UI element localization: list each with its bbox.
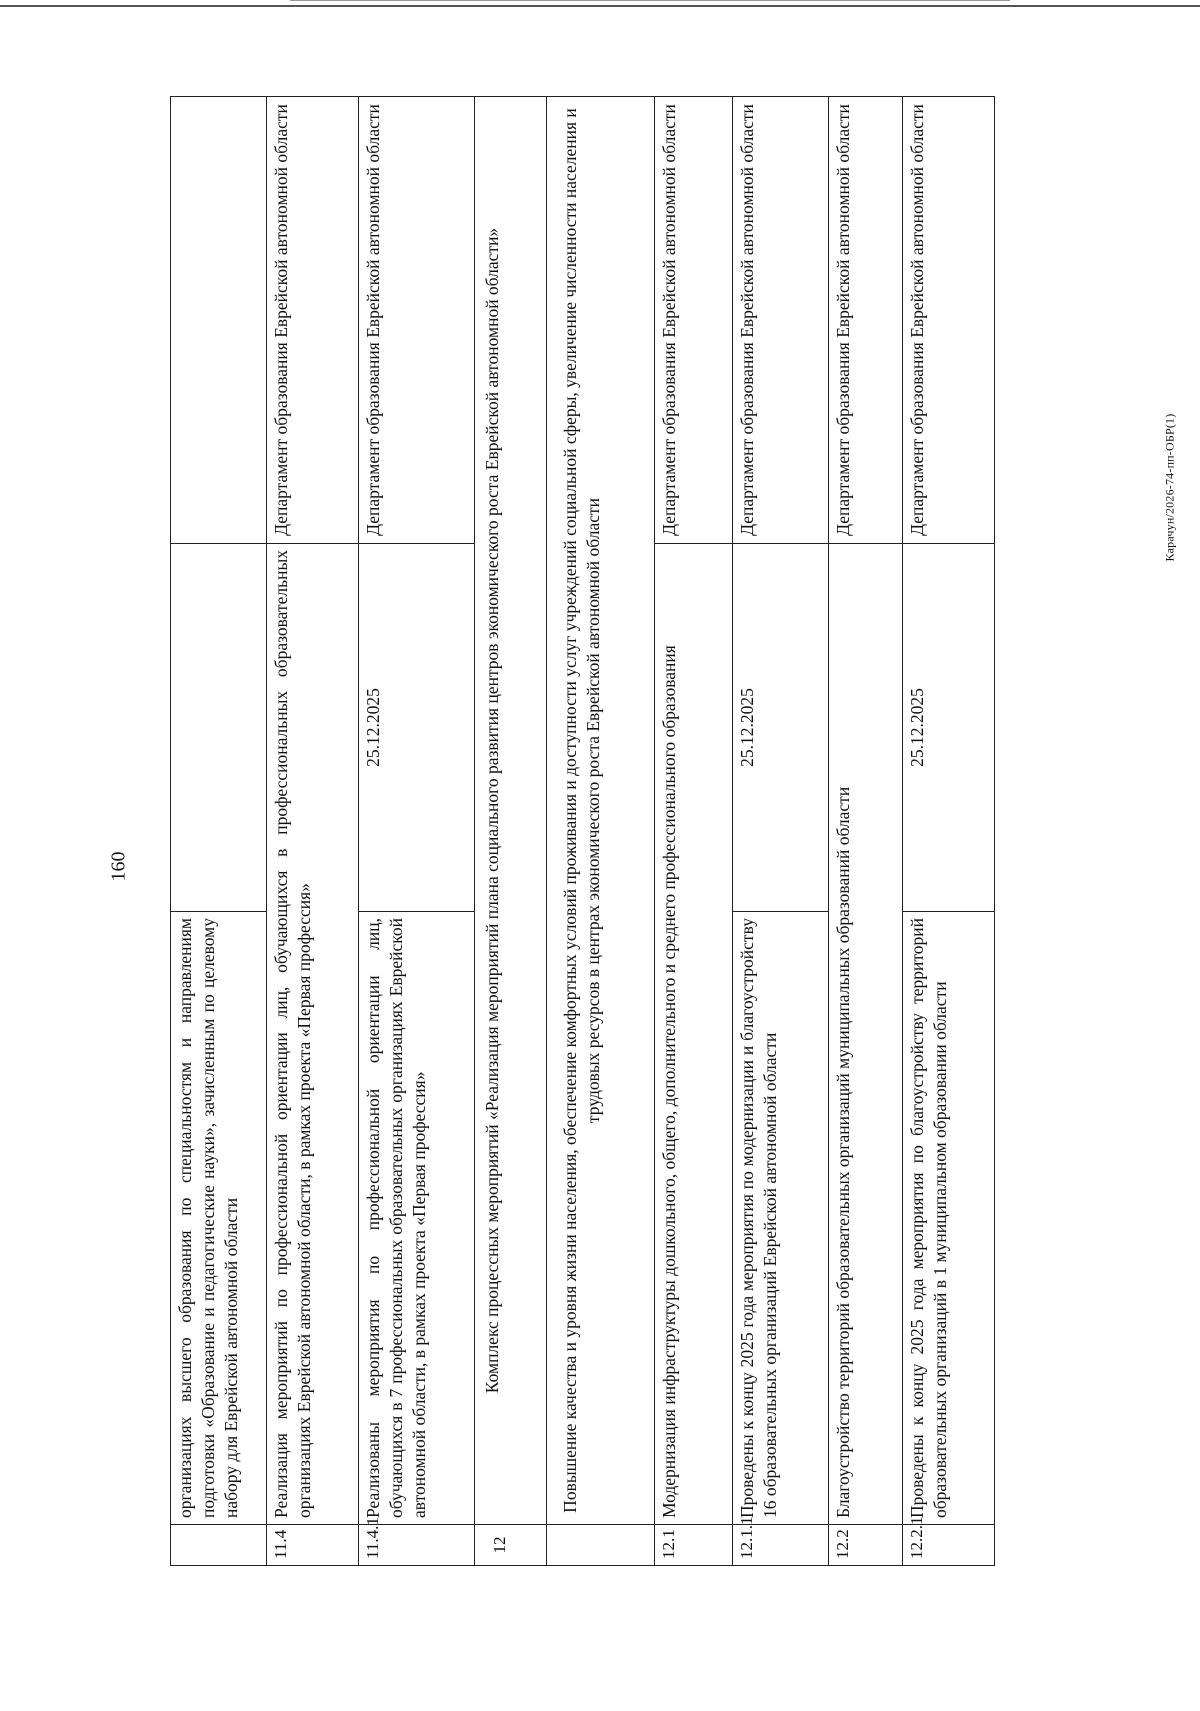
row-responsible: Департамент образования Еврейской автономной области bbox=[359, 97, 475, 544]
row-date: 25.12.2025 bbox=[359, 544, 475, 912]
row-description: Проведены к концу 2025 года мероприятия по благоустройству территорий образовательных организаций в 1 муниципальном образовании области bbox=[903, 912, 995, 1525]
row-responsible: Департамент образования Еврейской автономной области bbox=[267, 97, 359, 544]
row-date bbox=[171, 544, 267, 912]
section-goal-number bbox=[547, 1525, 655, 1566]
scan-edge-line bbox=[0, 5, 1200, 7]
table-row bbox=[733, 97, 829, 1566]
section-number: 12 bbox=[475, 1525, 547, 1566]
rotated-table-wrapper bbox=[170, 96, 1050, 1566]
table-row bbox=[359, 97, 475, 1566]
section-goal-row bbox=[547, 97, 655, 1566]
row-date: 25.12.2025 bbox=[733, 544, 829, 912]
table-row bbox=[267, 97, 359, 1566]
table-row bbox=[171, 97, 267, 1566]
row-date: 25.12.2025 bbox=[903, 544, 995, 912]
row-responsible: Департамент образования Еврейской автономной области bbox=[733, 97, 829, 544]
row-description: Благоустройство территорий образовательных организаций муниципальных образований области bbox=[829, 544, 903, 1525]
row-description: Реализованы мероприятия по профессиональной ориентации лиц, обучающихся в 7 профессиональных образовательных организациях Еврейской автономной области, в рамках проекта «Первая профессия» bbox=[359, 912, 475, 1525]
row-responsible: Департамент образования Еврейской автономной области bbox=[655, 97, 733, 544]
table-row bbox=[655, 97, 733, 1566]
row-description: Модернизация инфраструктуры дошкольного, общего, дополнительного и среднего профессионального образования bbox=[655, 544, 733, 1525]
plan-table bbox=[170, 96, 995, 1566]
row-number: 11.4.1 bbox=[359, 1525, 475, 1566]
row-responsible: Департамент образования Еврейской автономной области bbox=[829, 97, 903, 544]
row-number: 12.1 bbox=[655, 1525, 733, 1566]
row-number: 12.2.1 bbox=[903, 1525, 995, 1566]
row-number: 12.2 bbox=[829, 1525, 903, 1566]
row-description: Проведены к концу 2025 года мероприятия по модернизации и благоустройству 16 образовательных организаций Еврейской автономной области bbox=[733, 912, 829, 1525]
row-description: Реализация мероприятий по профессиональной ориентации лиц, обучающихся в профессиональных образовательных организациях Еврейской автономной области, в рамках проекта «Первая профессия» bbox=[267, 544, 359, 1525]
row-description: организациях высшего образования по специальностям и направлениям подготовки «Образование и педагогические науки», зачисленным по целевому набору для Еврейской автономной области bbox=[171, 912, 267, 1525]
row-responsible: Департамент образования Еврейской автономной области bbox=[903, 97, 995, 544]
section-title: Комплекс процессных мероприятий «Реализация мероприятий плана социального развития центров экономического роста Еврейской автономной области» bbox=[475, 97, 547, 1525]
row-responsible bbox=[171, 97, 267, 544]
table-row bbox=[829, 97, 903, 1566]
document-code: Карачун/2026-74-пп-ОБР(1) bbox=[1162, 413, 1177, 562]
section-goal: Повышение качества и уровня жизни населения, обеспечение комфортных условий проживания и доступности услуг учреждений социальной сферы, увеличение численности населения и трудовых ресурсов в центрах экономического роста Еврейской автономной области bbox=[547, 97, 655, 1525]
section-header-row bbox=[475, 97, 547, 1566]
row-number: 12.1.1 bbox=[733, 1525, 829, 1566]
table-row bbox=[903, 97, 995, 1566]
row-number: 11.4 bbox=[267, 1525, 359, 1566]
row-number bbox=[171, 1525, 267, 1566]
scan-edge-line-faint bbox=[290, 0, 1010, 1]
page-number: 160 bbox=[107, 851, 130, 882]
